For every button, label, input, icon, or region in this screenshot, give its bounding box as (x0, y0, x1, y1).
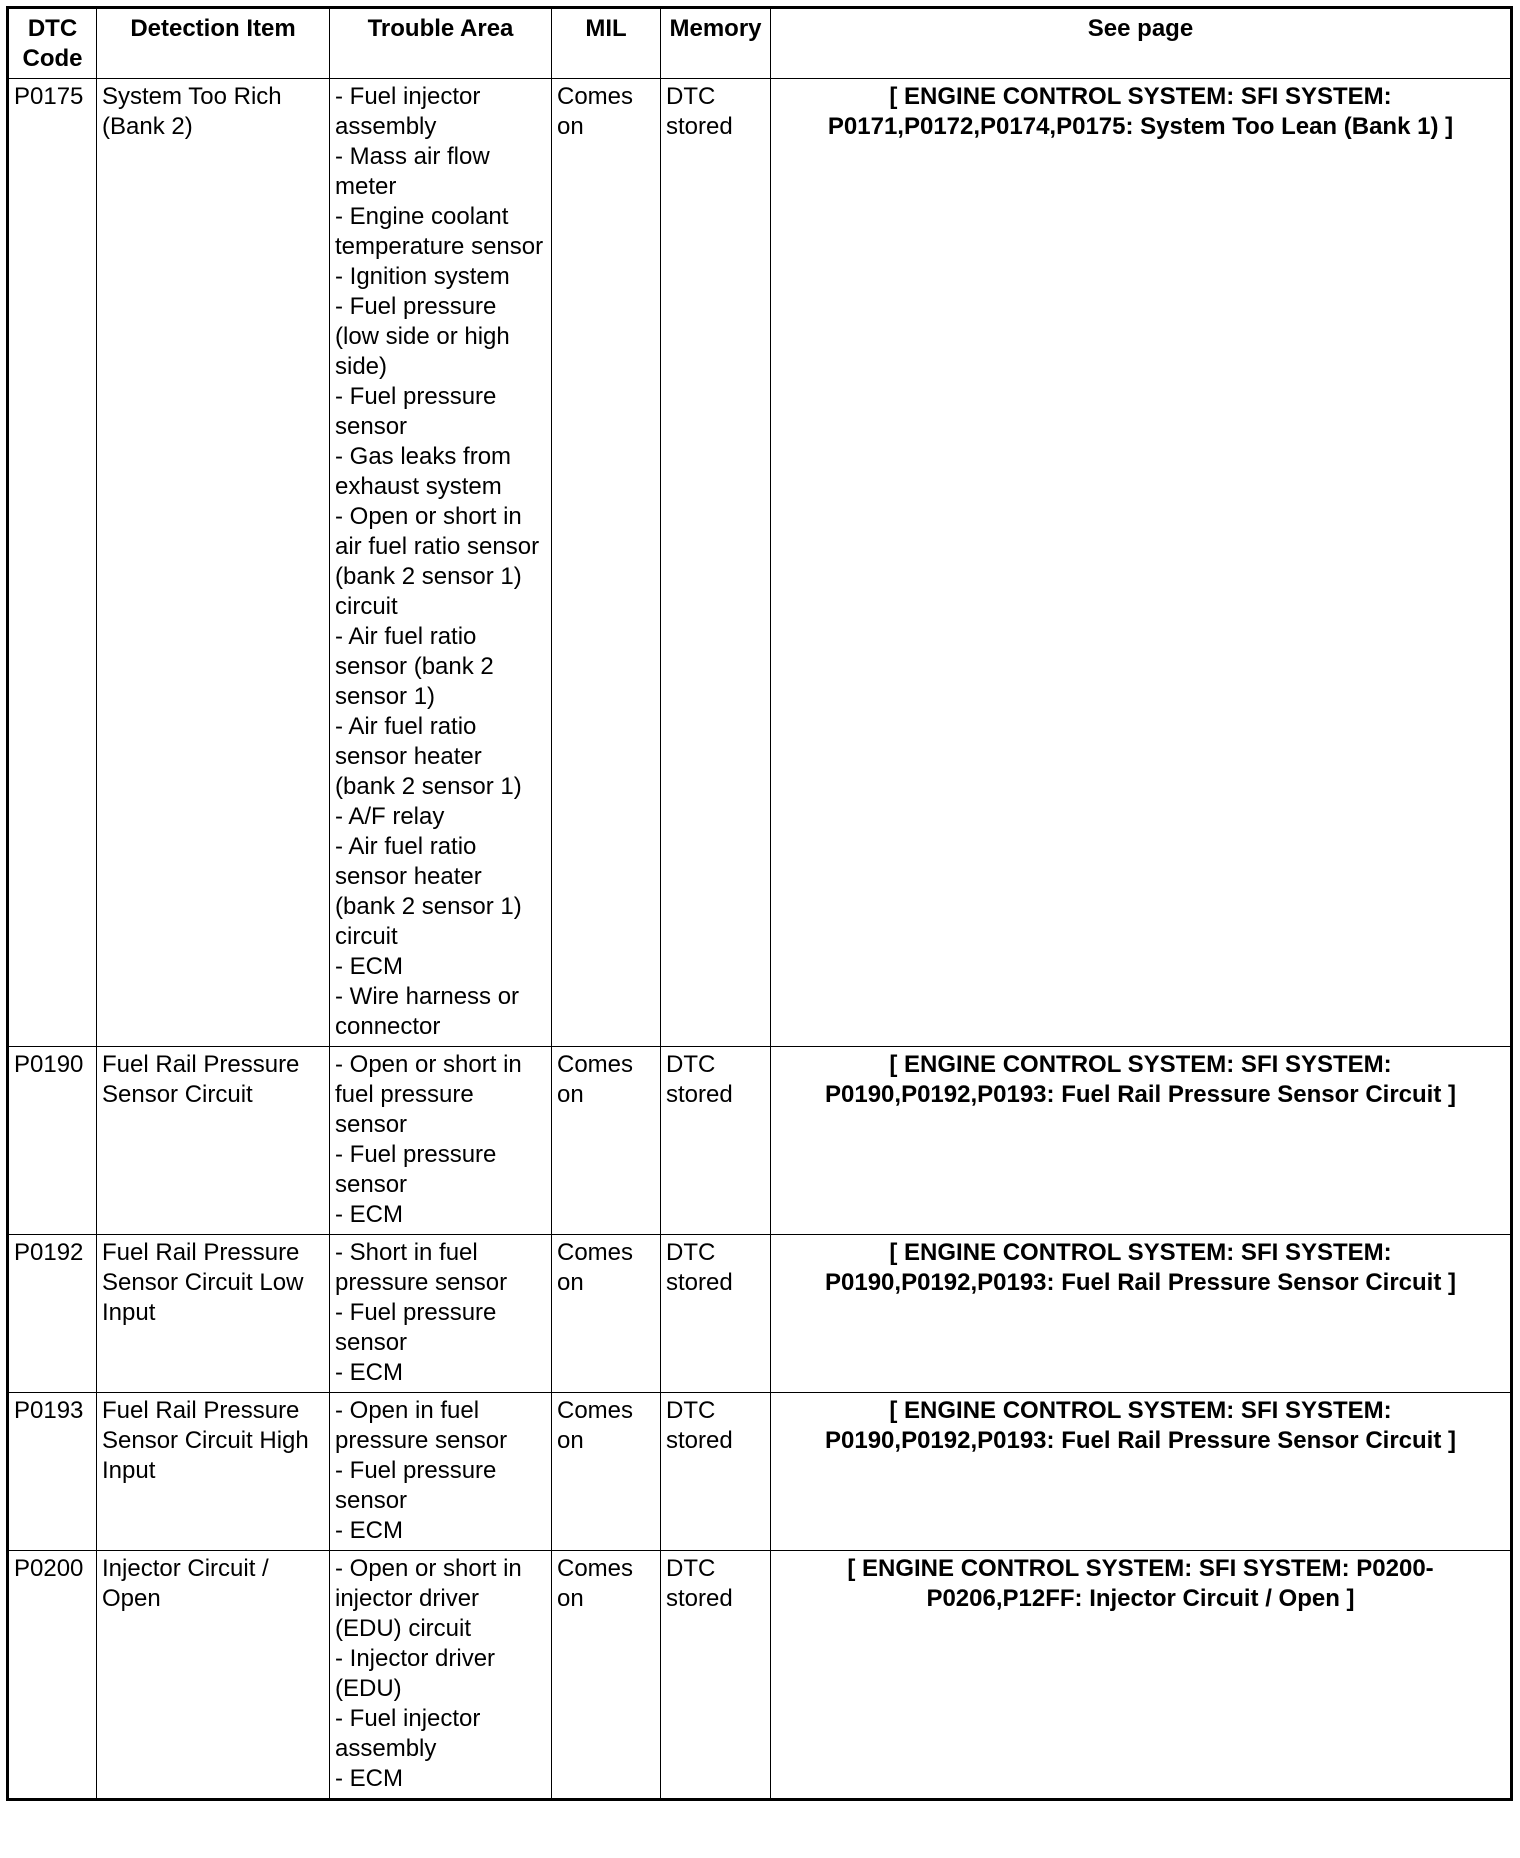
trouble-area-item: - Ignition system (335, 263, 510, 290)
trouble-area-item: - ECM (335, 1201, 403, 1228)
table-header (8, 8, 1512, 79)
see-page-link[interactable]: [ ENGINE CONTROL SYSTEM: SFI SYSTEM: P0190,P0192,P0193: Fuel Rail Pressure Sensor Circuit ] (771, 1047, 1512, 1235)
trouble-area-item: - Short in fuel pressure sensor (335, 1239, 508, 1296)
trouble-area-item: - Air fuel ratio sensor heater (bank 2 sensor 1) circuit (335, 833, 522, 950)
trouble-area-item: - Open or short in fuel pressure sensor (335, 1051, 522, 1138)
trouble-area-item: - Injector driver (EDU) (335, 1645, 496, 1702)
dtc-code-cell: P0200 (8, 1551, 97, 1800)
trouble-area-item: - A/F relay (335, 803, 445, 830)
trouble-area-item: - Mass air flow meter (335, 143, 490, 200)
memory-cell: DTC stored (661, 1393, 771, 1551)
memory-cell: DTC stored (661, 79, 771, 1047)
mil-cell: Comes on (552, 1551, 661, 1800)
header-memory: Memory (661, 8, 771, 79)
header-trouble-area: Trouble Area (330, 8, 552, 79)
trouble-area-item: - Air fuel ratio sensor heater (bank 2 sensor 1) (335, 713, 522, 800)
detection-item-cell: Fuel Rail Pressure Sensor Circuit High Input (97, 1393, 330, 1551)
header-mil: MIL (552, 8, 661, 79)
trouble-area-item: - Air fuel ratio sensor (bank 2 sensor 1) (335, 623, 494, 710)
table-body (8, 79, 1512, 1800)
memory-cell: DTC stored (661, 1551, 771, 1800)
trouble-area-item: - Fuel injector assembly (335, 83, 481, 140)
trouble-area-cell (330, 1235, 552, 1393)
see-page-link[interactable]: [ ENGINE CONTROL SYSTEM: SFI SYSTEM: P0171,P0172,P0174,P0175: System Too Lean (Bank 1) ] (771, 79, 1512, 1047)
table-row (8, 1551, 1512, 1800)
header-detection-item: Detection Item (97, 8, 330, 79)
detection-item-cell: Fuel Rail Pressure Sensor Circuit Low Input (97, 1235, 330, 1393)
header-row (8, 8, 1512, 79)
trouble-area-item: - Fuel pressure sensor (335, 1299, 497, 1356)
trouble-area-cell (330, 1551, 552, 1800)
see-page-link[interactable]: [ ENGINE CONTROL SYSTEM: SFI SYSTEM: P0200-P0206,P12FF: Injector Circuit / Open ] (771, 1551, 1512, 1800)
trouble-area-item: - Open or short in air fuel ratio sensor (bank 2 sensor 1) circuit (335, 503, 540, 620)
detection-item-cell: Injector Circuit / Open (97, 1551, 330, 1800)
trouble-area-item: - Fuel injector assembly (335, 1705, 481, 1762)
trouble-area-item: - Fuel pressure sensor (335, 1457, 497, 1514)
trouble-area-item: - ECM (335, 953, 403, 980)
header-see-page: See page (771, 8, 1512, 79)
header-dtc-code: DTC Code (8, 8, 97, 79)
trouble-area-item: - Fuel pressure (low side or high side) (335, 293, 510, 380)
dtc-table (6, 6, 1513, 1801)
memory-cell: DTC stored (661, 1047, 771, 1235)
mil-cell: Comes on (552, 79, 661, 1047)
trouble-area-item: - Open or short in injector driver (EDU) circuit (335, 1555, 522, 1642)
mil-cell: Comes on (552, 1393, 661, 1551)
trouble-area-item: - ECM (335, 1359, 403, 1386)
mil-cell: Comes on (552, 1047, 661, 1235)
see-page-link[interactable]: [ ENGINE CONTROL SYSTEM: SFI SYSTEM: P0190,P0192,P0193: Fuel Rail Pressure Sensor Circuit ] (771, 1235, 1512, 1393)
trouble-area-item: - Fuel pressure sensor (335, 383, 497, 440)
trouble-area-item: - Engine coolant temperature sensor (335, 203, 544, 260)
trouble-area-cell (330, 79, 552, 1047)
table-row (8, 1047, 1512, 1235)
table-row (8, 1393, 1512, 1551)
trouble-area-item: - Wire harness or connector (335, 983, 520, 1040)
detection-item-cell: System Too Rich (Bank 2) (97, 79, 330, 1047)
trouble-area-cell (330, 1047, 552, 1235)
detection-item-cell: Fuel Rail Pressure Sensor Circuit (97, 1047, 330, 1235)
table-row (8, 79, 1512, 1047)
dtc-code-cell: P0175 (8, 79, 97, 1047)
trouble-area-item: - Fuel pressure sensor (335, 1141, 497, 1198)
dtc-code-cell: P0190 (8, 1047, 97, 1235)
trouble-area-item: - Open in fuel pressure sensor (335, 1397, 508, 1454)
trouble-area-cell (330, 1393, 552, 1551)
trouble-area-item: - ECM (335, 1765, 403, 1792)
memory-cell: DTC stored (661, 1235, 771, 1393)
mil-cell: Comes on (552, 1235, 661, 1393)
dtc-code-cell: P0193 (8, 1393, 97, 1551)
trouble-area-item: - Gas leaks from exhaust system (335, 443, 512, 500)
dtc-code-cell: P0192 (8, 1235, 97, 1393)
trouble-area-item: - ECM (335, 1517, 403, 1544)
see-page-link[interactable]: [ ENGINE CONTROL SYSTEM: SFI SYSTEM: P0190,P0192,P0193: Fuel Rail Pressure Sensor Circuit ] (771, 1393, 1512, 1551)
table-row (8, 1235, 1512, 1393)
